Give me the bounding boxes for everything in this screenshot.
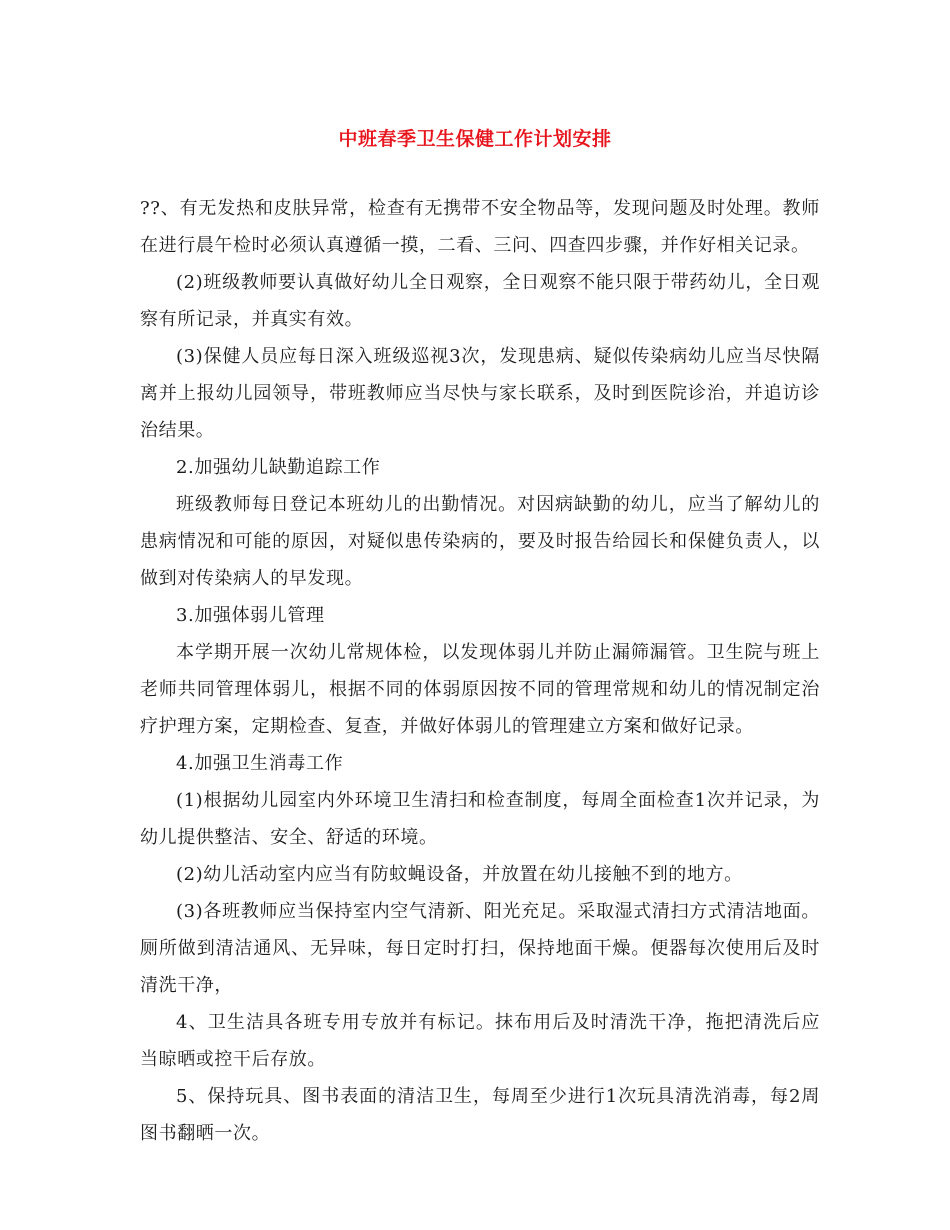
paragraph: 本学期开展一次幼儿常规体检，以发现体弱儿并防止漏筛漏管。卫生院与班上老师共同管理体弱儿，根据不同的体弱原因按不同的管理常规和幼儿的情况制定治疗护理方案，定期检查、复查，并做好体弱儿的管理建立方案和做好记录。 bbox=[140, 642, 820, 737]
paragraph: 班级教师每日登记本班幼儿的出勤情况。对因病缺勤的幼儿，应当了解幼儿的患病情况和可能的原因，对疑似患传染病的，要及时报告给园长和保健负责人，以做到对传染病人的早发现。 bbox=[140, 494, 820, 589]
paragraph: (1)根据幼儿园室内外环境卫生清扫和检查制度，每周全面检查1次并记录，为幼儿提供整洁、安全、舒适的环境。 bbox=[140, 790, 820, 848]
document-body bbox=[140, 190, 820, 1152]
paragraph: (3)各班教师应当保持室内空气清新、阳光充足。采取湿式清扫方式清洁地面。厕所做到清洁通风、无异味，每日定时打扫，保持地面干燥。便器每次使用后及时清洗干净， bbox=[140, 901, 820, 996]
section-heading: 3.加强体弱儿管理 bbox=[176, 605, 325, 626]
paragraph: 5、保持玩具、图书表面的清洁卫生，每周至少进行1次玩具清洗消毒，每2周图书翻晒一次。 bbox=[140, 1086, 820, 1144]
paragraph: (3)保健人员应每日深入班级巡视3次，发现患病、疑似传染病幼儿应当尽快隔离并上报幼儿园领导，带班教师应当尽快与家长联系，及时到医院诊治，并追访诊治结果。 bbox=[140, 346, 820, 441]
section-heading: 2.加强幼儿缺勤追踪工作 bbox=[176, 457, 381, 478]
paragraph: ??、有无发热和皮肤异常，检查有无携带不安全物品等，发现问题及时处理。教师在进行晨午检时必须认真遵循一摸，二看、三问、四查四步骤，并作好相关记录。 bbox=[140, 198, 820, 256]
paragraph: 4、卫生洁具各班专用专放并有标记。抹布用后及时清洗干净，拖把清洗后应当晾晒或控干后存放。 bbox=[140, 1012, 820, 1070]
paragraph: (2)班级教师要认真做好幼儿全日观察，全日观察不能只限于带药幼儿，全日观察有所记录，并真实有效。 bbox=[140, 272, 820, 330]
paragraph: (2)幼儿活动室内应当有防蚊蝇设备，并放置在幼儿接触不到的地方。 bbox=[176, 864, 743, 885]
document-title: 中班春季卫生保健工作计划安排 bbox=[338, 128, 612, 150]
section-heading: 4.加强卫生消毒工作 bbox=[176, 753, 344, 774]
